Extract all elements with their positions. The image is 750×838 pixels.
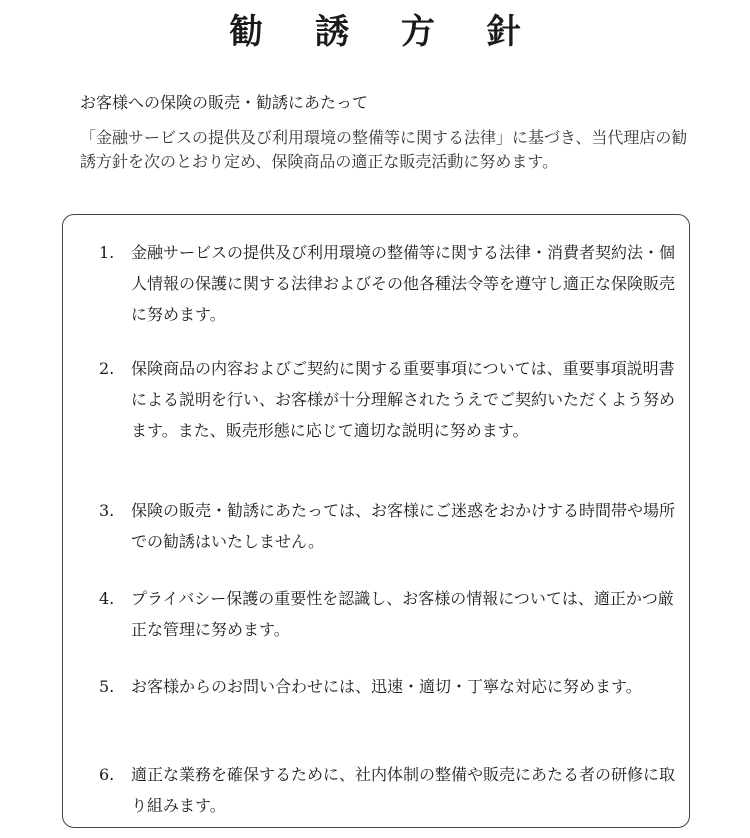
policy-number: 1. xyxy=(99,243,115,262)
intro-paragraph: 「金融サービスの提供及び利用環境の整備等に関する法律」に基づき、当代理店の勧誘方針を次のとおり定め、保険商品の適正な販売活動に努めます。 xyxy=(80,128,688,171)
policy-text: 保険の販売・勧誘にあたっては、お客様にご迷惑をおかけする時間帯や場所での勧誘はいたしません。 xyxy=(131,501,676,551)
policy-text: 適正な業務を確保するために、社内体制の整備や販売にあたる者の研修に取り組みます。 xyxy=(131,765,676,815)
policy-text: 保険商品の内容およびご契約に関する重要事項については、重要事項説明書による説明を行い、お客様が十分理解されたうえでご契約いただくよう努めます。また、販売形態に応じて適切な説明に努めます。 xyxy=(131,359,676,440)
policy-text: お客様からのお問い合わせには、迅速・適切・丁寧な対応に努めます。 xyxy=(131,677,642,696)
policy-number: 3. xyxy=(99,501,115,520)
policy-number: 6. xyxy=(99,765,115,784)
policy-number: 5. xyxy=(99,677,115,696)
page-title: 勧 誘 方 針 xyxy=(229,12,541,52)
policy-box xyxy=(62,214,690,828)
policy-number: 2. xyxy=(99,359,115,378)
policy-text: 金融サービスの提供及び利用環境の整備等に関する法律・消費者契約法・個人情報の保護に関する法律およびその他各種法令等を遵守し適正な保険販売に努めます。 xyxy=(131,243,676,324)
policy-number: 4. xyxy=(99,589,115,608)
subtitle: お客様への保険の販売・勧誘にあたって xyxy=(80,93,369,112)
policy-text: プライバシー保護の重要性を認識し、お客様の情報については、適正かつ厳正な管理に努めます。 xyxy=(131,589,674,639)
